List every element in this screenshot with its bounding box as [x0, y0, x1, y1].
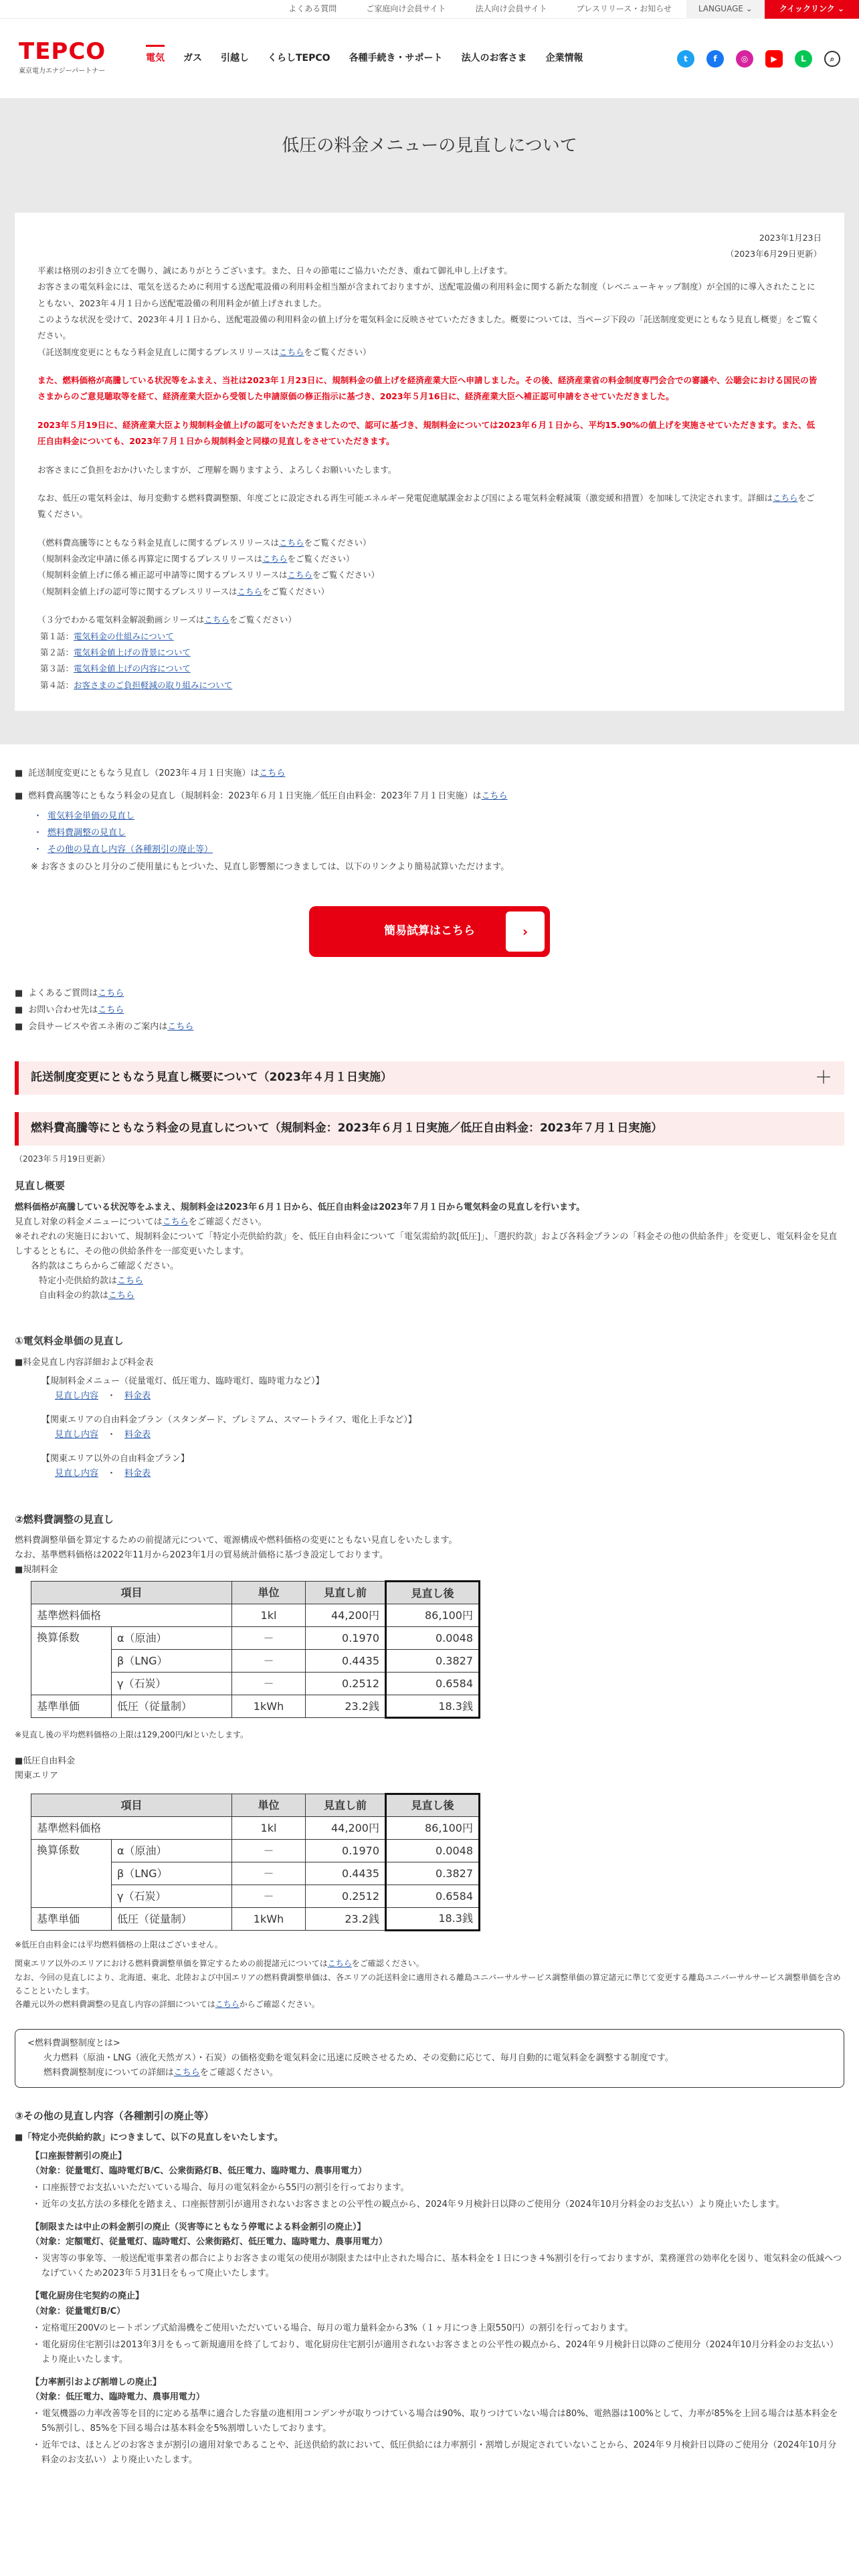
table-note: 各離元以外の燃料費調整の見直し内容の詳細についてはこちらからご確認ください。	[15, 2000, 320, 2010]
rate-table-link[interactable]: 料金表	[124, 1469, 151, 1479]
global-nav	[146, 51, 583, 67]
episode-item: 第３話：電気料金値上げの内容について	[39, 663, 191, 674]
table-note: ※見直し後の平均燃料価格の上限は129,200円/klといたします。	[15, 1730, 249, 1740]
nav-business[interactable]: 法人のお客さま	[461, 52, 527, 64]
info-box-heading: <燃料費調整制度とは>	[27, 2038, 120, 2048]
page-title-band	[0, 99, 859, 193]
discount-item: 【電化厨房住宅契約の廃止】 （対象：従量電灯B/C） ・ 定格電圧200Vのヒートポンプ式給湯機をご使用いただいている場合、毎月の電力量料金から3%（１ヶ月につき上限550円）の割引を行っております。 ・ 電化厨房住宅割引は2013年3月をもって新規適用を終了しており、電化厨房住宅割引が適用されないお客さまとの公平性の観点から、2024年９月検針日以降のご使用分（2024年10月分料金のお支払い）より廃止いたします。	[31, 2289, 844, 2367]
info-box-text: 火力燃料（原油・LNG（液化天然ガス）・石炭）の価格変動を電気料金に迅速に反映させるため、その変動に応じて、毎月自動的に電気料金を調整する制度です。	[43, 2052, 674, 2063]
list-item: ■ 燃料費高騰等にともなう料金の見直し（規制料金：2023年６月１日実施／低圧自由料金：2023年７月１日実施）はこちら	[15, 789, 844, 804]
revision-detail-link[interactable]: 見直し内容	[55, 1469, 99, 1479]
list-item: ■ お問い合わせ先はこちら	[15, 1003, 844, 1018]
table-row: 換算係数 α（原油） － 0.1970 0.0048	[31, 1839, 480, 1862]
episode-item: 第１話：電気料金の仕組みについて	[39, 631, 174, 641]
table-row: 基準単価 低圧（従量制） 1kWh 23.2銭 18.3銭	[31, 1695, 480, 1718]
simulation-note: ※ お客さまのひと月分のご使用量にもとづいた、見直し影響額につきましては、以下のリンクより簡易試算いただけます。	[31, 862, 510, 873]
nav-corporate[interactable]: 企業情報	[545, 52, 583, 64]
sns-links	[677, 50, 840, 68]
notice-text: （託送制度変更にともなう料金見直しに関するプレスリリースはこちらをご覧ください）	[37, 346, 371, 357]
video-series-line: （３分でわかる電気料金解説動画シリーズはこちらをご覧ください）	[37, 615, 296, 625]
nav-electricity[interactable]: 電気	[146, 45, 165, 67]
section-3-heading: ③その他の見直し内容（各種割引の廃止等）	[15, 2110, 214, 2123]
table-row: β（LNG） － 0.4435 0.3827	[31, 1862, 480, 1885]
table-row: 換算係数 α（原油） － 0.1970 0.0048	[31, 1627, 480, 1650]
faq-link[interactable]: よくある質問	[288, 4, 337, 14]
discount-item: 【制限または中止の料金割引の廃止（災害等にともなう停電による料金割引の廃止）】 （対象：定額電灯、従量電灯、臨時電灯、公衆街路灯、低圧電力、臨時電力、農事用電力） ・ 災害等の事象等、一般送配電事業者の都合によりお客さまの電気の使用が制限または中止された場合に、基本料金を１日につき４%割引を行っておりますが、業務運営の効率化を図り、電気料金の低減へつなげていくため2023年５月31日をもって廃止いたします。	[31, 2220, 844, 2281]
table-header: 項目	[31, 1582, 232, 1604]
section-3-lead: ■「特定小売供給約款」につきまして、以下の見直しをいたします。	[15, 2132, 283, 2143]
section-1-sub: ■料金見直し内容詳細および料金表	[15, 1357, 154, 1368]
instagram-icon[interactable]: ◎	[736, 50, 753, 68]
overview-text: 各約款はこちらからご確認ください。	[31, 1261, 179, 1272]
table-note: なお、今回の見直しにより、北海道、東北、北陸および中国エリアの燃料費調整単価は、各エリアの託送料金に適用される離島ユニバーサルサービス調整単価の算定諸元に準じて変更する離島ユニバーサルサービス調整単価を含めることといたします。	[15, 1972, 841, 1996]
overview-text: ※それぞれの実施日において、規制料金について「特定小売供給約款」を、低圧自由料金について「電気需給約款[低圧]」、「選択約款」および各料金プランの「料金その他の供給条件」を変更し、電気料金を見直しするとともに、その他の供給条件を一部変更いたします。	[15, 1231, 838, 1257]
price-group-links: 見直し内容 ・ 料金表	[55, 1430, 151, 1440]
press-release-link[interactable]: こちら	[287, 570, 313, 580]
list-item: ■ 会員サービスや省エネ術のご案内はこちら	[15, 1020, 844, 1035]
twitter-icon[interactable]: t	[677, 50, 694, 68]
accordion-takuso[interactable]: 託送制度変更にともなう見直し概要について（2023年４月１日実施） ＋	[15, 1061, 844, 1095]
table-header: 項目	[31, 1794, 232, 1816]
quick-link-button[interactable]: クイックリンク ⌄	[765, 0, 859, 19]
section-2-heading: ②燃料費調整の見直し	[15, 1513, 114, 1525]
episode-item: 第２話：電気料金値上げの背景について	[39, 647, 191, 657]
main-content	[0, 744, 859, 2468]
list-item: ■ 託送制度変更にともなう見直し（2023年４月１日実施）はこちら	[15, 766, 844, 781]
fuel-adjust-info-box	[15, 2029, 844, 2088]
table-note: 関東エリア以外のエリアにおける燃料費調整単価を算定するための前提諸元についてはこちらをご確認ください。	[15, 1959, 424, 1969]
revision-detail-link[interactable]: 見直し内容	[55, 1391, 99, 1402]
utility-bar	[0, 0, 859, 19]
episode-item: 第４話：お客さまのご負担軽減の取り組みについて	[39, 679, 233, 690]
other-revision-link[interactable]: その他の見直し内容（各種割引の廃止等）	[47, 845, 213, 855]
page-title: 低圧の料金メニューの見直しについて	[282, 135, 577, 156]
nav-gas[interactable]: ガス	[183, 52, 202, 64]
simulation-button[interactable]: 簡易試算はこちら ›	[309, 906, 550, 957]
overview-text: 燃料価格が高騰している状況等をふまえ、規制料金は2023年６月１日から、低圧自由料金は2023年７月１日から電気料金の見直しを行います。	[15, 1202, 585, 1212]
price-group-links: 見直し内容 ・ 料金表	[55, 1391, 151, 1402]
nav-procedures[interactable]: 各種手続き・サポート	[349, 52, 443, 64]
discount-item: 【口座振替割引の廃止】 （対象：従量電灯、臨時電灯B/C、公衆街路灯B、低圧電力、臨時電力、農事用電力） ・ 口座振替でお支払いいただいている場合、毎月の電気料金から55円の割引を行っております。 ・ 近年の支払方法の多様化を踏まえ、口座振替割引が適用されないお客さまとの公平性の観点から、2024年９月検針日以降のご使用分（2024年10月分料金のお支払い）より廃止いたします。	[31, 2149, 844, 2212]
takuso-link[interactable]: こちら	[259, 768, 286, 778]
table-header: 単位	[232, 1794, 306, 1816]
list-item	[33, 809, 844, 824]
table-row: γ（石炭） － 0.2512 0.6584	[31, 1885, 480, 1907]
updated-date: （2023年５月19日更新）	[15, 1154, 110, 1164]
fuel-adjust-link[interactable]: 燃料費調整の見直し	[47, 828, 126, 839]
notice-important-text: また、燃料価格が高騰している状況等をふまえ、当社は2023年１月23日に、規制料金の値上げを経済産業大臣へ申請しました。その後、経済産業省の料金制度専門会合での審議や、公聴会における国民の皆さまからのご意見聴取等を経て、経済産業大臣から受領した申請原価の修正指示に基づき、2023年５月16日に、経済産業大臣へ補正認可申請をさせていただきました。	[37, 375, 818, 402]
overview-text: 特定小売供給約款はこちら	[39, 1276, 144, 1287]
search-icon[interactable]: ⌕	[824, 51, 840, 67]
section-heading-fuel: 燃料費高騰等にともなう料金の見直しについて（規制料金：2023年６月１日実施／低圧自由料金：2023年７月１日実施）	[15, 1112, 844, 1146]
discount-item: 【力率割引および割増しの廃止】 （対象：低圧電力、臨時電力、農事用電力） ・ 電気機器の力率改善等を目的に定める基準に適合した容量の進相用コンデンサが取りつけている場合は90%、取りつけていない場合は80%、電熱器は100%として、力率が85%を上回る場合は基本料金を5%割引し、85%を下回る場合は基本料金を5%割増しいたしております。 ・ 近年では、ほとんどのお客さまが割引の適用対象であることや、託送供給約款において、低圧供給には力率割引・割増しが規定されていないことから、2024年９月検針日以降のご使用分（2024年10月分料金のお支払い）より廃止いたします。	[31, 2375, 844, 2468]
youtube-icon[interactable]: ▶	[765, 50, 783, 68]
fuel-table-regulated	[31, 1580, 480, 1719]
notice-text: お客さまの電気料金には、電気を送るために利用する送配電設備の利用料金相当額が含まれておりますが、送配電設備の利用料金に関する新たな制度（レベニューキャップ制度）が全国的に導入されたことにともない、2023年４月１日から送配電設備の利用料金が値上げされました。	[37, 282, 816, 308]
notice-text: お客さまにご負担をおかけいたしますが、ご理解を賜りますよう、よろしくお願いいたします。	[37, 464, 397, 475]
list-item	[33, 826, 844, 841]
home-member-site-link[interactable]: ご家庭向け会員サイト	[366, 4, 446, 14]
info-box-text: 燃料費調整制度についての詳細はこちらをご確認ください。	[43, 2068, 278, 2078]
plus-icon: ＋	[814, 1067, 832, 1088]
episode-link[interactable]: 電気料金の仕組みについて	[74, 631, 174, 641]
table-header: 見直し後	[386, 1794, 480, 1816]
rate-table-link[interactable]: 料金表	[124, 1391, 151, 1402]
table-header: 単位	[232, 1582, 306, 1604]
press-release-link[interactable]: こちら	[237, 586, 263, 597]
contact-link[interactable]: こちら	[98, 1004, 124, 1015]
target-menu-link[interactable]: こちら	[162, 1216, 189, 1227]
language-select[interactable]: LANGUAGE ⌄	[686, 0, 765, 19]
notice-box	[15, 213, 844, 711]
notice-text: なお、低圧の電気料金は、毎月変動する燃料費調整額、年度ごとに設定される再生可能エネルギー発電促進賦課金および国による電気料金軽減策（激変緩和措置）を加味して決定されます。詳細はこちらをご覧ください。	[37, 492, 815, 520]
line-icon[interactable]: L	[795, 50, 812, 68]
price-group-links: 見直し内容 ・ 料金表	[55, 1469, 151, 1479]
section-2-text: 燃料費調整単価を算定するための前提諸元について、電源構成や燃料価格の変更にともない見直しをいたします。	[15, 1535, 458, 1546]
table-row: γ（石炭） － 0.2512 0.6584	[31, 1673, 480, 1695]
overview-text: 見直し対象の料金メニューについてはこちらをご確認ください。	[15, 1216, 267, 1227]
table-header: 見直し前	[306, 1582, 386, 1604]
table-row: 基準燃料価格 1kl 44,200円 86,100円	[31, 1604, 480, 1627]
nav-moving[interactable]: 引越し	[221, 52, 249, 64]
biz-member-site-link[interactable]: 法人向け会員サイト	[475, 4, 547, 14]
section-2-text: なお、基準燃料価格は2022年11月から2023年1月の貿易統計価格に基づき設定しております。	[15, 1550, 388, 1561]
video-series-link[interactable]: こちら	[204, 615, 229, 625]
chevron-right-icon: ›	[506, 911, 545, 952]
support-links	[15, 986, 844, 1035]
press-release-line: （規制料金値上げの認可等に関するプレスリリースはこちらをご覧ください）	[37, 586, 330, 597]
table-note: ※低圧自由料金には平均燃料価格の上限はございません。	[15, 1939, 223, 1949]
global-header	[0, 19, 859, 99]
press-link[interactable]: プレスリリース・お知らせ	[576, 4, 672, 14]
regulated-terms-link[interactable]: こちら	[117, 1276, 144, 1287]
notice-date: 2023年1月23日	[759, 233, 822, 243]
facebook-icon[interactable]: f	[706, 50, 724, 68]
price-group-title: 【関東エリア以外の自由料金プラン】	[41, 1454, 190, 1465]
table-row: 基準燃料価格 1kl 44,200円 86,100円	[31, 1816, 480, 1839]
fuel-table-free	[31, 1793, 480, 1931]
price-group-title: 【規制料金メニュー（従量電灯、低圧電力、臨時電灯、臨時電力など）】	[41, 1376, 324, 1386]
episode-link[interactable]: お客さまのご負担軽減の取り組みについて	[74, 679, 233, 690]
table-row: β（LNG） － 0.4435 0.3827	[31, 1650, 480, 1673]
press-release-link[interactable]: こちら	[279, 537, 304, 548]
price-groups	[41, 1374, 844, 1482]
notice-text: 平素は格別のお引き立てを賜り、誠にありがとうございます。また、日々の節電にご協力いただき、重ねて御礼申し上げます。	[37, 265, 512, 276]
episode-link[interactable]: 電気料金値上げの内容について	[74, 663, 191, 674]
fuel-system-link[interactable]: こちら	[173, 2068, 200, 2078]
area-label: 関東エリア	[15, 1770, 59, 1781]
list-item: ■ よくあるご質問はこちら	[15, 986, 844, 1001]
notice-updated-date: （2023年6月29日更新）	[725, 249, 822, 259]
fuel-detail-link[interactable]: こちら	[215, 2000, 240, 2010]
price-group-title: 【関東エリアの自由料金プラン（スタンダード、プレミアム、スマートライフ、電化上手など）】	[41, 1415, 417, 1426]
press-release-line: （燃料費高騰等にともなう料金見直しに関するプレスリリースはこちらをご覧ください）	[37, 537, 371, 548]
press-release-line: （規制料金改定申請に係る再算定に関するプレスリリースはこちらをご覧ください）	[37, 554, 355, 564]
free-terms-link[interactable]: こちら	[108, 1291, 135, 1301]
revision-detail-link[interactable]: 見直し内容	[55, 1430, 99, 1440]
member-service-link[interactable]: こちら	[167, 1021, 194, 1032]
table-label: ■規制料金	[15, 1565, 58, 1576]
table-label: ■低圧自由料金	[15, 1755, 76, 1766]
overview-text: 自由料金の約款はこちら	[39, 1291, 135, 1301]
press-release-link[interactable]: こちら	[279, 346, 304, 357]
detail-link[interactable]: こちら	[773, 492, 798, 503]
table-header: 見直し後	[386, 1582, 480, 1604]
sub-links	[33, 809, 844, 857]
notice-area	[0, 193, 859, 744]
table-row: 基準単価 低圧（従量制） 1kWh 23.2銭 18.3銭	[31, 1907, 480, 1930]
section-1-heading: ①電気料金単価の見直し	[15, 1335, 124, 1348]
other-area-link[interactable]: こちら	[327, 1959, 352, 1969]
faq-page-link[interactable]: こちら	[98, 988, 124, 998]
notice-important-text: 2023年５月19日に、経済産業大臣より規制料金値上げの認可をいただきましたので、認可に基づき、規制料金については2023年６月１日から、平均15.90%の値上げを実施させていただきます。また、低圧自由料金についても、2023年７月１日から規制料金と同様の見直しをさせていただきます。	[37, 419, 816, 447]
nav-kurashi[interactable]: くらしTEPCO	[268, 52, 330, 64]
rate-table-link[interactable]: 料金表	[124, 1430, 151, 1440]
table-header: 見直し前	[306, 1794, 386, 1816]
overview-heading: 見直し概要	[15, 1180, 66, 1192]
section-links	[15, 766, 844, 804]
press-release-link[interactable]: こちら	[262, 554, 288, 564]
unit-price-link[interactable]: 電気料金単価の見直し	[47, 811, 135, 822]
notice-text: このような状況を受けて、2023年４月１日から、送配電設備の利用料金の値上げ分を電気料金に反映させていただきました。概要については、当ページ下段の「託送制度変更にともなう見直し概要」をご覧ください。	[37, 314, 820, 341]
tepco-logo[interactable]: TEPCO 東京電力エナジーパートナー	[19, 38, 106, 75]
press-release-line: （規制料金値上げに係る補正認可申請等に関するプレスリリースはこちらをご覧ください）	[37, 570, 380, 580]
fuel-revision-link[interactable]: こちら	[481, 791, 508, 802]
list-item	[33, 843, 844, 857]
episode-link[interactable]: 電気料金値上げの背景について	[74, 647, 191, 657]
